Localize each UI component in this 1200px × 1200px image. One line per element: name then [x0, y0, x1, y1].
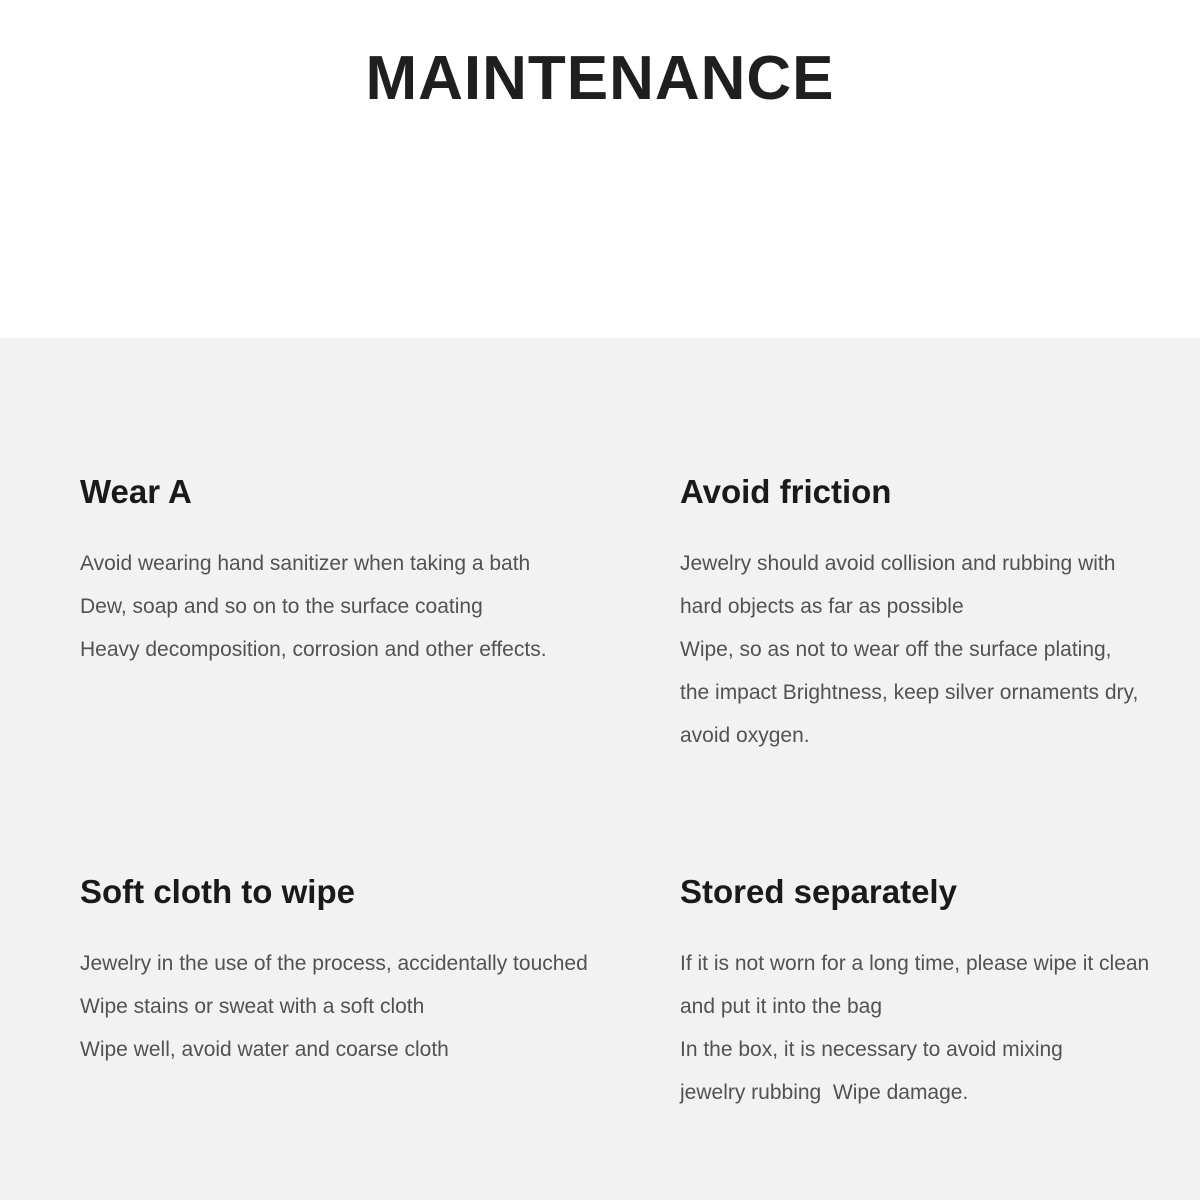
care-block-wear	[80, 470, 600, 671]
care-block-line: jewelry rubbing Wipe damage.	[680, 1081, 969, 1104]
maintenance-section	[0, 338, 1200, 1200]
care-block-line: Jewelry should avoid collision and rubbing with	[680, 552, 1116, 575]
care-block-line: and put it into the bag	[680, 995, 882, 1018]
page-header	[0, 0, 1200, 338]
care-block-line: hard objects as far as possible	[680, 595, 964, 618]
care-block-avoid-friction	[680, 470, 1160, 757]
care-block-line: Wipe well, avoid water and coarse cloth	[80, 1038, 449, 1061]
care-block-line: Heavy decomposition, corrosion and other effects.	[80, 638, 547, 661]
care-block-heading: Wear A	[80, 473, 192, 510]
care-block-line: Avoid wearing hand sanitizer when taking a bath	[80, 552, 531, 575]
page-title: MAINTENANCE	[365, 44, 835, 113]
care-block-line: In the box, it is necessary to avoid mixing	[680, 1038, 1063, 1061]
care-block-line: Jewelry in the use of the process, accidentally touched	[80, 952, 588, 975]
care-block-line: avoid oxygen.	[680, 724, 810, 747]
care-block-heading: Soft cloth to wipe	[80, 873, 355, 910]
care-block-line: Wipe stains or sweat with a soft cloth	[80, 995, 425, 1018]
care-block-stored-separately	[680, 870, 1160, 1114]
care-block-heading: Avoid friction	[680, 473, 892, 510]
care-block-soft-cloth	[80, 870, 600, 1071]
care-block-line: Dew, soap and so on to the surface coating	[80, 595, 483, 618]
care-block-line: If it is not worn for a long time, please wipe it clean	[680, 952, 1150, 975]
care-block-heading: Stored separately	[680, 873, 957, 910]
care-block-line: Wipe, so as not to wear off the surface plating,	[680, 638, 1112, 661]
care-block-line: the impact Brightness, keep silver ornaments dry,	[680, 681, 1139, 704]
